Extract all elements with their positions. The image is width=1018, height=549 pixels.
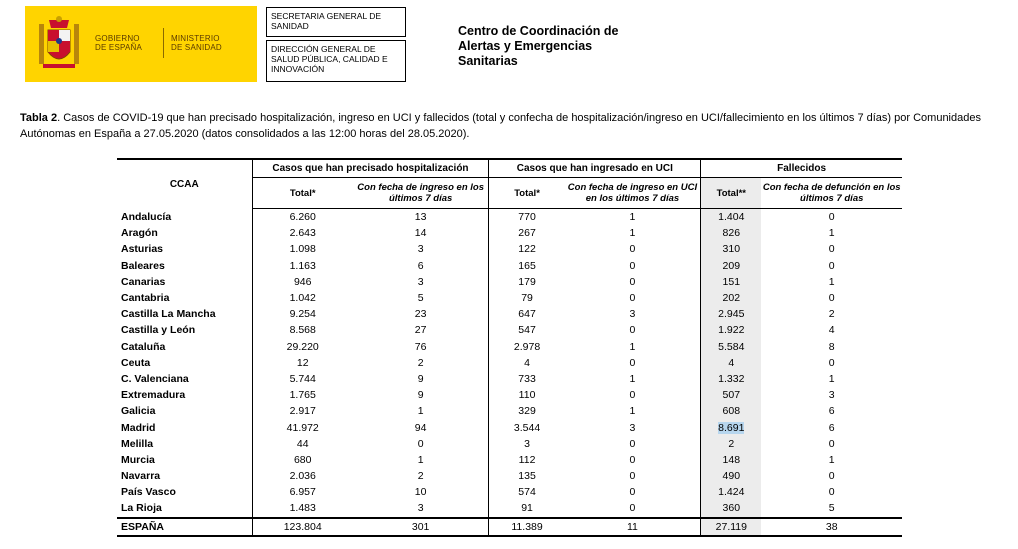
direccion-box: DIRECCIÓN GENERAL DE SALUD PÚBLICA, CALIDAD E INNOVACIÓN <box>266 40 406 82</box>
cell-hosp-7d: 5 <box>417 292 424 305</box>
table-row <box>117 258 902 274</box>
cell-ccaa: Cantabria <box>121 292 170 305</box>
col-uci-7d: Con fecha de ingreso en UCI en los últimos 7 días <box>565 178 701 209</box>
cell-fall-total: 608 <box>701 403 762 419</box>
cell-hosp-total: 1.042 <box>252 290 353 306</box>
cell-uci-total: 110 <box>489 387 565 403</box>
cell-hosp-7d: 3 <box>417 275 424 288</box>
table-row <box>117 387 902 403</box>
cell-hosp-total: 6.260 <box>252 209 353 226</box>
cell-ccaa: Canarias <box>121 275 166 288</box>
table-row <box>117 225 902 241</box>
cell-fall-7d: 8 <box>828 340 835 353</box>
gobierno-logo-banner <box>25 6 257 82</box>
cell-fall-7d: 1 <box>828 372 835 385</box>
cell-uci-total: 135 <box>489 468 565 484</box>
cell-hosp-7d: 94 <box>414 421 427 434</box>
cell-fall-7d: 0 <box>828 437 835 450</box>
cell-fall-7d: 0 <box>828 243 835 256</box>
cell-ccaa: Murcia <box>121 453 155 466</box>
table-row <box>117 209 902 226</box>
cell-hosp-total: 6.957 <box>252 484 353 500</box>
cell-hosp-total: 5.744 <box>252 371 353 387</box>
cell-uci-7d: 0 <box>629 324 636 337</box>
cell-fall-7d: 4 <box>828 324 835 337</box>
cell-uci-total: 547 <box>489 322 565 338</box>
total-uci-7d: 11 <box>565 518 701 536</box>
table-row <box>117 436 902 452</box>
cell-uci-7d: 0 <box>629 502 636 515</box>
cell-uci-total: 733 <box>489 371 565 387</box>
total-ccaa: ESPAÑA <box>117 518 252 536</box>
cell-hosp-total: 1.483 <box>252 500 353 517</box>
cell-fall-total: 490 <box>701 468 762 484</box>
col-fall-total: Total** <box>701 178 762 209</box>
group-uci: Casos que han ingresado en UCI <box>489 159 701 178</box>
cell-fall-7d: 0 <box>828 486 835 499</box>
group-hosp: Casos que han precisado hospitalización <box>252 159 489 178</box>
cell-hosp-total: 12 <box>252 355 353 371</box>
cell-fall-total: 507 <box>701 387 762 403</box>
cell-hosp-7d: 27 <box>414 324 427 337</box>
cell-fall-7d: 5 <box>828 502 835 515</box>
cell-uci-7d: 3 <box>629 308 636 321</box>
cell-uci-7d: 0 <box>629 453 636 466</box>
table-body <box>117 209 902 536</box>
table-row <box>117 306 902 322</box>
cell-hosp-total: 2.643 <box>252 225 353 241</box>
cell-uci-total: 770 <box>489 209 565 226</box>
cell-uci-7d: 1 <box>629 211 636 224</box>
cell-uci-total: 112 <box>489 452 565 468</box>
col-uci-total: Total* <box>489 178 565 209</box>
cell-hosp-7d: 14 <box>414 227 427 240</box>
cell-fall-total: 1.404 <box>701 209 762 226</box>
cell-fall-total: 209 <box>701 258 762 274</box>
cell-uci-total: 647 <box>489 306 565 322</box>
cell-uci-7d: 0 <box>629 243 636 256</box>
cell-fall-total: 360 <box>701 500 762 517</box>
cell-fall-7d: 6 <box>828 421 835 434</box>
cell-fall-total <box>701 419 762 435</box>
cell-hosp-7d: 76 <box>414 340 427 353</box>
cell-hosp-7d: 0 <box>417 437 424 450</box>
cell-fall-7d: 0 <box>828 259 835 272</box>
col-ccaa: CCAA <box>117 159 252 209</box>
cell-ccaa: La Rioja <box>121 502 162 515</box>
logo-divider <box>163 28 164 58</box>
cell-uci-7d: 0 <box>629 259 636 272</box>
col-hosp-total: Total* <box>252 178 353 209</box>
coat-of-arms-icon <box>37 14 81 74</box>
cell-uci-7d: 0 <box>629 389 636 402</box>
cell-uci-total: 4 <box>489 355 565 371</box>
cell-hosp-7d: 23 <box>414 308 427 321</box>
cell-uci-total: 79 <box>489 290 565 306</box>
cell-hosp-total: 2.036 <box>252 468 353 484</box>
table-row <box>117 355 902 371</box>
cell-hosp-7d: 1 <box>417 453 424 466</box>
cell-hosp-7d: 9 <box>417 389 424 402</box>
cell-fall-7d: 0 <box>828 211 835 224</box>
cell-uci-total: 329 <box>489 403 565 419</box>
cell-ccaa: Castilla y León <box>121 324 196 337</box>
total-uci-total: 11.389 <box>489 518 565 536</box>
cell-ccaa: Cataluña <box>121 340 166 353</box>
centro-title: Centro de Coordinación de Alertas y Emergencias Sanitarias <box>458 24 619 68</box>
cell-hosp-total: 946 <box>252 274 353 290</box>
cell-hosp-total: 9.254 <box>252 306 353 322</box>
cell-hosp-7d: 3 <box>417 502 424 515</box>
cell-hosp-total: 41.972 <box>252 419 353 435</box>
total-fall-7d: 38 <box>761 518 902 536</box>
cell-uci-total: 122 <box>489 241 565 257</box>
cell-ccaa: Galicia <box>121 405 156 418</box>
cell-hosp-7d: 3 <box>417 243 424 256</box>
cell-uci-total: 267 <box>489 225 565 241</box>
cell-uci-total: 179 <box>489 274 565 290</box>
cell-ccaa: Madrid <box>121 421 156 434</box>
total-fall-total: 27.119 <box>701 518 762 536</box>
cell-ccaa: Navarra <box>121 470 161 483</box>
cell-fall-7d: 1 <box>828 275 835 288</box>
cell-fall-7d: 6 <box>828 405 835 418</box>
cell-fall-total: 310 <box>701 241 762 257</box>
cell-hosp-total: 1.765 <box>252 387 353 403</box>
cell-fall-7d: 0 <box>828 356 835 369</box>
cell-uci-total: 165 <box>489 258 565 274</box>
cell-fall-total: 1.922 <box>701 322 762 338</box>
cell-ccaa: C. Valenciana <box>121 372 189 385</box>
table-row <box>117 339 902 355</box>
table-row <box>117 371 902 387</box>
table-row <box>117 403 902 419</box>
cell-ccaa: Melilla <box>121 437 154 450</box>
cell-uci-7d: 0 <box>629 356 636 369</box>
cell-fall-7d: 0 <box>828 292 835 305</box>
cell-hosp-7d: 2 <box>417 470 424 483</box>
cell-ccaa: Baleares <box>121 259 165 272</box>
cell-fall-total: 151 <box>701 274 762 290</box>
cell-hosp-total: 2.917 <box>252 403 353 419</box>
cell-uci-7d: 1 <box>629 227 636 240</box>
cell-ccaa: Ceuta <box>121 356 151 369</box>
cell-hosp-7d: 10 <box>414 486 427 499</box>
table-caption <box>20 110 1005 142</box>
covid-table <box>117 158 902 537</box>
cell-fall-total: 4 <box>701 355 762 371</box>
cell-hosp-total: 8.568 <box>252 322 353 338</box>
cell-ccaa: Andalucía <box>121 210 172 223</box>
table-row <box>117 419 902 435</box>
table-row <box>117 241 902 257</box>
cell-fall-7d: 2 <box>828 308 835 321</box>
cell-uci-7d: 0 <box>629 275 636 288</box>
cell-uci-7d: 1 <box>629 340 636 353</box>
cell-fall-total: 202 <box>701 290 762 306</box>
table-row <box>117 322 902 338</box>
cell-hosp-7d: 9 <box>417 372 424 385</box>
cell-ccaa: Aragón <box>121 227 158 240</box>
cell-uci-total: 2.978 <box>489 339 565 355</box>
cell-hosp-total: 1.098 <box>252 241 353 257</box>
col-fall-7d: Con fecha de defunción en los últimos 7 días <box>761 178 902 209</box>
total-row <box>117 518 902 536</box>
cell-uci-total: 574 <box>489 484 565 500</box>
cell-uci-7d: 1 <box>629 372 636 385</box>
cell-uci-total: 91 <box>489 500 565 517</box>
cell-uci-7d: 0 <box>629 292 636 305</box>
table-row <box>117 274 902 290</box>
cell-uci-total: 3 <box>489 436 565 452</box>
col-hosp-7d: Con fecha de ingreso en los últimos 7 días <box>353 178 489 209</box>
gobierno-label: GOBIERNO DE ESPAÑA <box>95 34 142 52</box>
cell-uci-7d: 0 <box>629 437 636 450</box>
table-row <box>117 500 902 517</box>
cell-fall-total: 826 <box>701 225 762 241</box>
cell-hosp-total: 680 <box>252 452 353 468</box>
cell-uci-7d: 1 <box>629 405 636 418</box>
cell-fall-total: 1.332 <box>701 371 762 387</box>
group-fallecidos: Fallecidos <box>701 159 902 178</box>
cell-fall-total: 2.945 <box>701 306 762 322</box>
cell-ccaa: País Vasco <box>121 486 176 499</box>
cell-ccaa: Asturias <box>121 243 164 256</box>
table-row <box>117 452 902 468</box>
cell-fall-7d: 3 <box>828 389 835 402</box>
cell-hosp-7d: 6 <box>417 259 424 272</box>
table-row <box>117 290 902 306</box>
cell-ccaa: Castilla La Mancha <box>121 308 216 321</box>
cell-ccaa: Extremadura <box>121 389 186 402</box>
cell-fall-7d: 1 <box>828 227 835 240</box>
cell-fall-total: 148 <box>701 452 762 468</box>
total-hosp-7d: 301 <box>353 518 489 536</box>
cell-hosp-total: 1.163 <box>252 258 353 274</box>
highlighted-value: 8.691 <box>718 421 745 434</box>
table-row <box>117 484 902 500</box>
cell-uci-7d: 3 <box>629 421 636 434</box>
cell-uci-total: 3.544 <box>489 419 565 435</box>
cell-hosp-7d: 1 <box>417 405 424 418</box>
ministerio-label: MINISTERIO DE SANIDAD <box>171 34 222 52</box>
table-row <box>117 468 902 484</box>
cell-uci-7d: 0 <box>629 486 636 499</box>
cell-fall-7d: 0 <box>828 470 835 483</box>
cell-hosp-7d: 13 <box>414 211 427 224</box>
cell-hosp-total: 44 <box>252 436 353 452</box>
caption-text: . Casos de COVID-19 que han precisado hospitalización, ingreso en UCI y fallecidos (total y confecha de hospitalización/ingreso en UCI/fallecimiento en los últimos 7 días) por Comunidades Autónomas en España a 27.05.2020 (datos consolidados a las 12:00 horas del 28.05.2020). <box>20 112 981 140</box>
cell-fall-7d: 1 <box>828 453 835 466</box>
cell-fall-total: 1.424 <box>701 484 762 500</box>
cell-hosp-total: 29.220 <box>252 339 353 355</box>
cell-fall-total: 2 <box>701 436 762 452</box>
total-hosp-total: 123.804 <box>252 518 353 536</box>
cell-fall-total: 5.584 <box>701 339 762 355</box>
caption-label: Tabla 2 <box>20 112 58 124</box>
cell-hosp-7d: 2 <box>417 356 424 369</box>
cell-uci-7d: 0 <box>629 470 636 483</box>
secretaria-box: SECRETARIA GENERAL DE SANIDAD <box>266 7 406 37</box>
